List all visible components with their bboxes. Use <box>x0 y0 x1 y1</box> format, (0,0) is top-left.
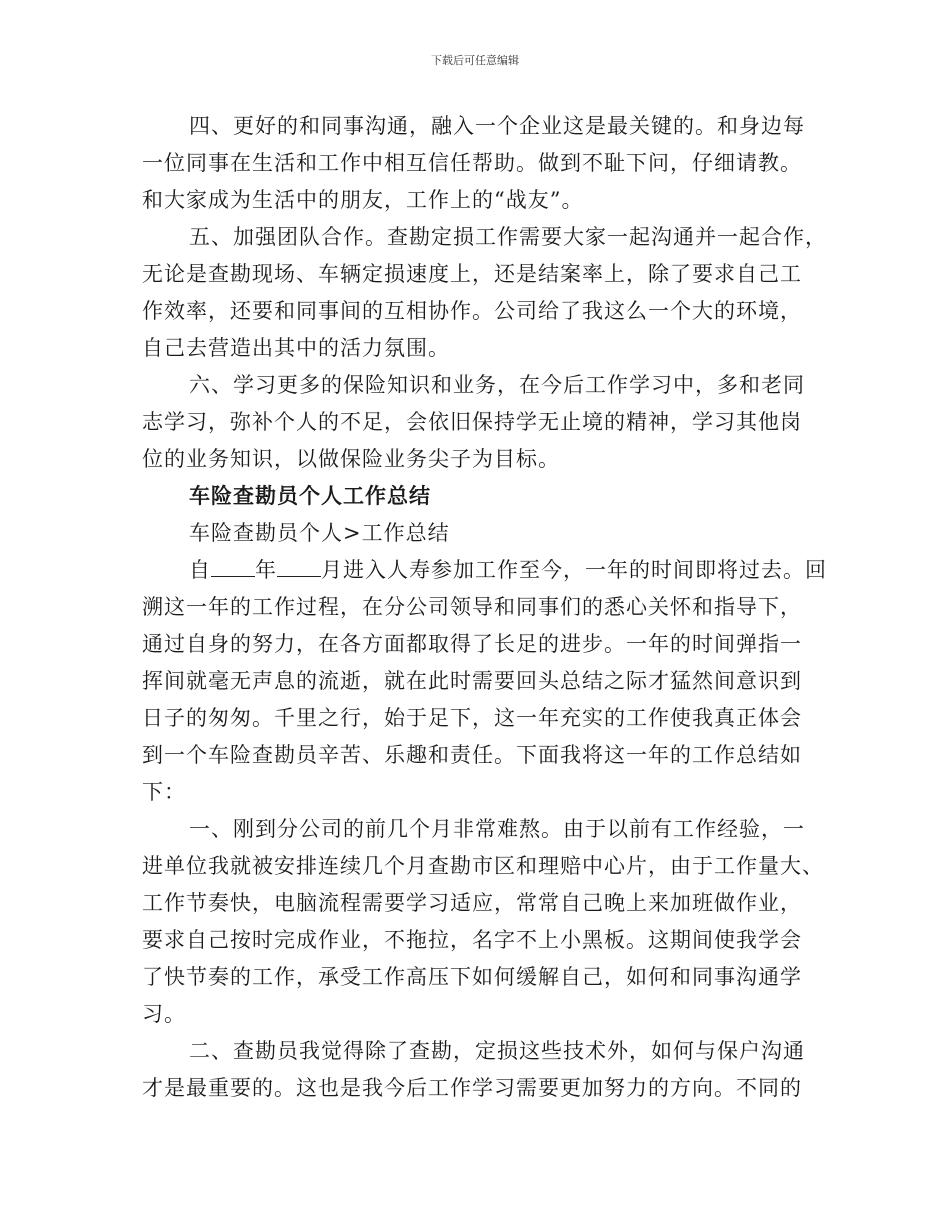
paragraph-line: 和大家成为生活中的朋友，工作上的“战友”。 <box>142 188 584 212</box>
paragraph-line: 位的业务知识，以做保险业务尖子为目标。 <box>142 447 560 471</box>
paragraph-line: 无论是查勘现场、车辆定损速度上，还是结案率上，除了要求自己工 <box>142 262 802 286</box>
paragraph-line: 自己去营造出其中的活力氛围。 <box>142 336 450 360</box>
paragraph-line: 工作节奏快，电脑流程需要学习适应，常常自己晚上来加班做作业， <box>142 891 802 915</box>
paragraph-line: 六、学习更多的保险知识和业务，在今后工作学习中，多和老同 <box>189 373 805 397</box>
paragraph-line: 日子的匆匆。千里之行，始于足下，这一年充实的工作使我真正体会 <box>142 706 802 730</box>
paragraph-line: 下： <box>142 780 186 804</box>
paragraph-line: 一位同事在生活和工作中相互信任帮助。做到不耻下问，仔细请教。 <box>142 151 802 175</box>
date-line <box>189 556 827 584</box>
date-text-3: 月进入人寿参加工作至今，一年的时间即将过去。回 <box>321 558 827 582</box>
paragraph-line: 通过自身的努力，在各方面都取得了长足的进步。一年的时间弹指一 <box>142 632 802 656</box>
subtitle-line: 车险查勘员个人>工作总结 <box>189 521 450 545</box>
paragraph-line: 一、刚到分公司的前几个月非常难熬。由于以前有工作经验，一 <box>189 817 805 841</box>
paragraph-line: 二、查勘员我觉得除了查勘，定损这些技术外，如何与保户沟通 <box>189 1039 805 1063</box>
section-title: 车险查勘员个人工作总结 <box>189 484 431 508</box>
paragraph-line: 溯这一年的工作过程，在分公司领导和同事们的悉心关怀和指导下， <box>142 595 802 619</box>
date-text-1: 自 <box>189 558 211 582</box>
paragraph-line: 挥间就毫无声息的流逝，就在此时需要回头总结之际才猛然间意识到 <box>142 669 802 693</box>
paragraph-line: 了快节奏的工作，承受工作高压下如何缓解自己，如何和同事沟通学 <box>142 965 802 989</box>
paragraph-line: 志学习，弥补个人的不足，会依旧保持学无止境的精神，学习其他岗 <box>142 410 802 434</box>
paragraph-line: 作效率，还要和同事间的互相协作。公司给了我这么一个大的环境， <box>142 299 802 323</box>
blank-year <box>211 558 255 577</box>
paragraph-line: 四、更好的和同事沟通，融入一个企业这是最关键的。和身边每 <box>189 114 805 138</box>
paragraph-line: 五、加强团队合作。查勘定损工作需要大家一起沟通并一起合作， <box>189 225 827 249</box>
paragraph-line: 要求自己按时完成作业，不拖拉，名字不上小黑板。这期间使我学会 <box>142 928 802 952</box>
date-text-2: 年 <box>255 558 277 582</box>
paragraph-line: 进单位我就被安排连续几个月查勘市区和理赔中心片，由于工作量大、 <box>142 854 824 878</box>
paragraph-line: 到一个车险查勘员辛苦、乐趣和责任。下面我将这一年的工作总结如 <box>142 743 802 767</box>
paragraph-line: 习。 <box>142 1002 186 1026</box>
page-header: 下载后可任意编辑 <box>431 54 519 67</box>
paragraph-line: 才是最重要的。这也是我今后工作学习需要更加努力的方向。不同的 <box>142 1076 802 1100</box>
blank-month <box>277 558 321 577</box>
